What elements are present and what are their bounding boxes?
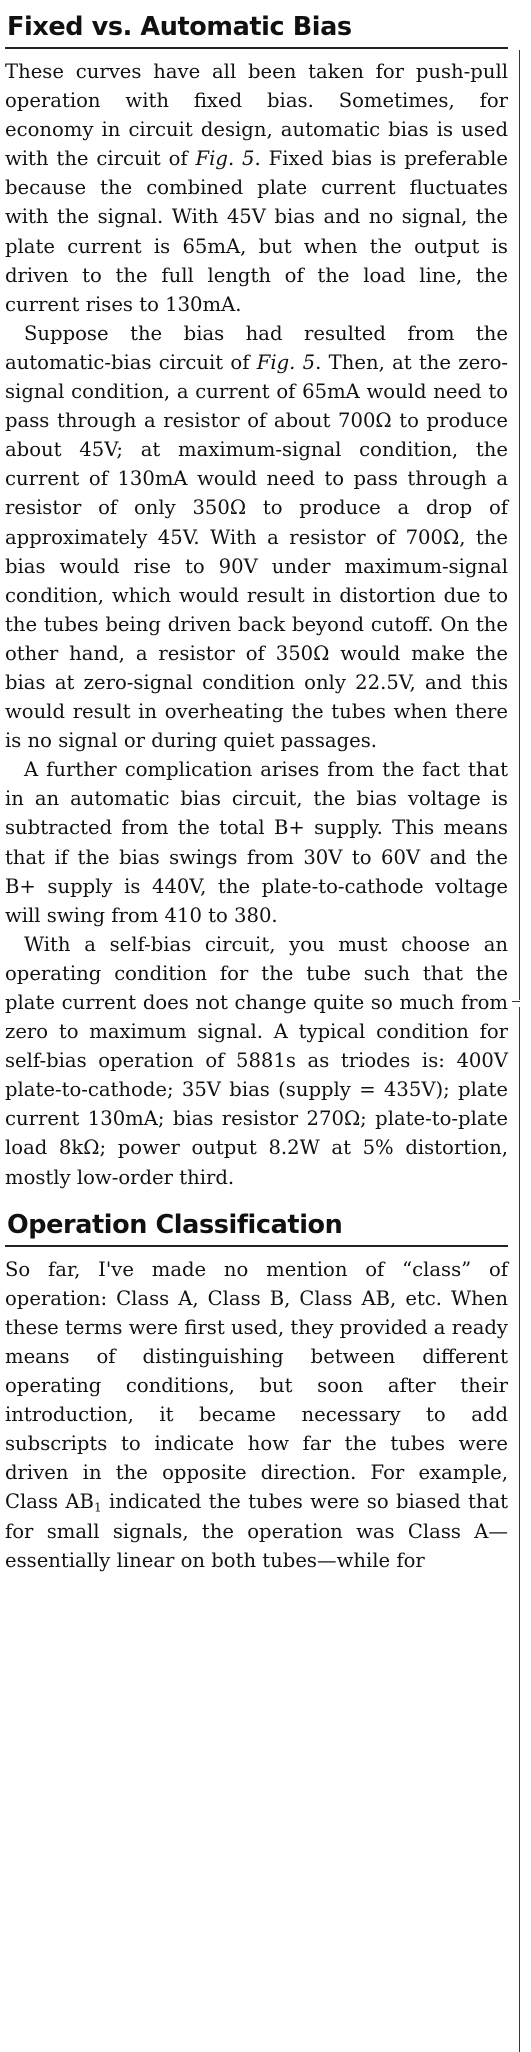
section-body-operation-classification (5, 1255, 508, 1575)
text-column (5, 0, 508, 1575)
paragraph-2-text-a: Suppose the bias had resulted from the automatic-bias circuit of (5, 321, 508, 374)
paragraph-2 (5, 319, 508, 755)
figure-reference: Fig. 5 (256, 350, 316, 374)
column-rule-upper (519, 50, 520, 1000)
column-rule-tick (512, 1001, 520, 1002)
paragraph-5-text-b: indicated the tubes were so biased that for small signals, the operation was Class A—essentially linear on both tubes—while for (5, 1490, 509, 1572)
paragraph-5-text-a: So far, I've made no mention of “class” of operation: Class A, Class B, Class AB, etc. When these terms were first used, they provided a ready means of distinguishing between different operating conditions, but soon after their introduction, it became necessary to add subscripts to indicate how far the tubes were driven in the opposite direction. For example, Class AB (5, 1257, 508, 1514)
paragraph-5 (5, 1255, 508, 1575)
section-heading-operation-classification: Operation Classification (5, 1208, 508, 1247)
paragraph-1-text-a: These curves have all been taken for push-pull operation with fixed bias. Sometimes, for economy in circuit design, automatic bias is used with the circuit of (5, 60, 508, 171)
paragraph-3: A further complication arises from the fact that in an automatic bias circuit, the bias voltage is subtracted from the total B+ supply. This means that if the bias swings from 30V to 60V and the B+ supply is 440V, the plate-to-cathode voltage will swing from 410 to 380. (5, 758, 508, 927)
paragraph-1 (5, 57, 508, 319)
column-rule-lower (519, 1007, 520, 2052)
paragraph-4: With a self-bias circuit, you must choose an operating condition for the tube such that the plate current does not change quite so much from zero to maximum signal. A typical condition for self-bias operation of 5881s as triodes is: 400V plate-to-cathode; 35V bias (supply = 435V); plate current 130mA; bias resistor 270Ω; plate-to-plate load 8kΩ; power output 8.2W at 5% distortion, mostly low-order third. (5, 932, 508, 1189)
paragraph-2-text-b: . Then, at the zero-signal condition, a current of 65mA would need to pass through a resistor of about 700Ω to produce about 45V; at maximum-signal condition, the current of 130mA would need to pass through a resistor of only 350Ω to produce a drop of approximately 45V. With a resistor of 700Ω, the bias would rise to 90V under maximum-signal condition, which would result in distortion due to the tubes being driven back beyond cutoff. On the other hand, a resistor of 350Ω would make the bias at zero-signal condition only 22.5V, and this would result in overheating the tubes when there is no signal or during quiet passages. (5, 350, 509, 753)
section-body-fixed-vs-automatic-bias (5, 57, 508, 1192)
figure-reference: Fig. 5 (195, 147, 255, 171)
subscript: 1 (93, 1501, 102, 1516)
section-heading-fixed-vs-automatic-bias: Fixed vs. Automatic Bias (5, 10, 508, 49)
paragraph-1-text-b: . Fixed bias is preferable because the combined plate current fluctuates with the signal. With 45V bias and no signal, the plate current is 65mA, but when the output is driven to the full length of the load line, the current rises to 130mA. (5, 147, 509, 316)
